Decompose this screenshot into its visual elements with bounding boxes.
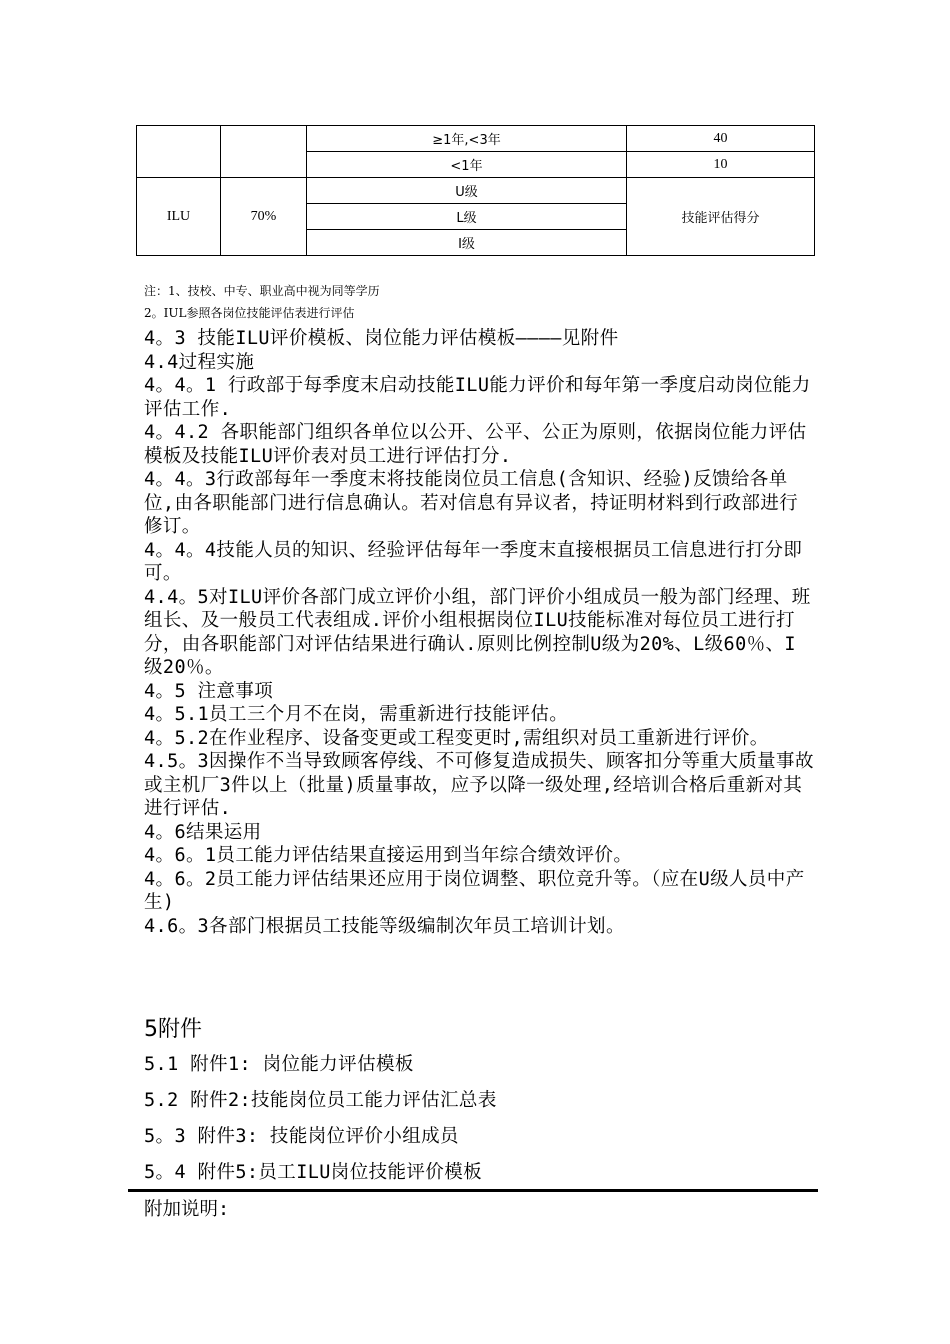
paragraph: 4。5.2在作业程序、设备变更或工程变更时,需组织对员工重新进行评价。 (144, 727, 769, 749)
attachment-item: 5。3 附件3: 技能岗位评价小组成员 (144, 1126, 459, 1147)
paragraph: 4。6。1员工能力评估结果直接运用到当年综合绩效评价。 (144, 845, 633, 866)
paragraph: 4.4。5对ILU评价各部门成立评价小组，部门评价小组成员一般为部门经理、班组长、及一般员工代表组成.评价小组根据岗位ILU技能标准对每位员工进行打分，由各职能部门对评估结果进行确认.原则比例控制U级为20%、L级60％、I级20％。 (144, 586, 811, 678)
ilu-score-cell: 技能评估得分 (627, 178, 815, 256)
experience-criteria-cell: ≥1年,<3年 (307, 126, 627, 152)
paragraph: 4。4。4技能人员的知识、经验评估每年一季度末直接根据员工信息进行打分即可。 (144, 539, 803, 584)
paragraph: 4.6。3各部门根据员工技能等级编制次年员工培训计划。 (144, 915, 625, 937)
attachment-item: 5.2 附件2:技能岗位员工能力评估汇总表 (144, 1090, 497, 1111)
paragraph: 4。5 注意事项 (144, 680, 274, 702)
paragraph: 4。4。1 行政部于每季度末启动技能ILU能力评价和每年第一季度启动岗位能力评估工作. (144, 375, 811, 420)
paragraph: 4。5.1员工三个月不在岗，需重新进行技能评估。 (144, 704, 569, 725)
paragraph: 4。6。2员工能力评估结果还应用于岗位调整、职位竞升等。（应在U级人员中产生) (144, 868, 805, 913)
table-row (137, 126, 815, 152)
experience-score-cell: 40 (627, 126, 815, 152)
paragraph: 4。6结果运用 (144, 821, 262, 843)
procedure-text (144, 327, 814, 938)
ilu-label-cell: ILU (137, 178, 221, 256)
paragraph: 4。4.2 各职能部门组织各单位以公开、公平、公正为原则，依据岗位能力评估模板及技能ILU评价表对员工进行评估打分. (144, 422, 807, 467)
ilu-level-cell: U级 (307, 178, 627, 204)
attachment-item: 5。4 附件5:员工ILU岗位技能评价模板 (144, 1162, 483, 1183)
ilu-level-cell: I级 (307, 230, 627, 256)
experience-criteria-cell: <1年 (307, 152, 627, 178)
paragraph: 4.4过程实施 (144, 351, 255, 373)
paragraph: 4.5。3因操作不当导致顾客停线、不可修复造成损失、顾客扣分等重大质量事故或主机厂3件以上（批量)质量事故，应予以降一级处理,经培训合格后重新对其进行评估. (144, 751, 814, 819)
attachment-item: 5.1 附件1: 岗位能力评估模板 (144, 1054, 414, 1075)
paragraph: 4。3 技能ILU评价模板、岗位能力评估模板————见附件 (144, 328, 619, 349)
evaluation-table (136, 125, 815, 256)
paragraph: 4。4。3行政部每年一季度末将技能岗位员工信息(含知识、经验)反馈给各单位,由各职能部门进行信息确认。若对信息有异议者，持证明材料到行政部进行修订。 (144, 469, 799, 537)
additional-notes-label: 附加说明: (144, 1199, 230, 1220)
table-note-2: 2。IUL参照各岗位技能评估表进行评估 (144, 306, 355, 320)
section-heading: 5附件 (144, 1017, 202, 1042)
table-cell-empty (137, 126, 221, 178)
ilu-weight-cell: 70% (221, 178, 307, 256)
table-note-1: 注：1、技校、中专、职业高中视为同等学历 (144, 284, 380, 298)
divider-line (128, 1189, 818, 1192)
ilu-level-cell: L级 (307, 204, 627, 230)
experience-score-cell: 10 (627, 152, 815, 178)
table-row (137, 178, 815, 204)
table-cell-empty (221, 126, 307, 178)
